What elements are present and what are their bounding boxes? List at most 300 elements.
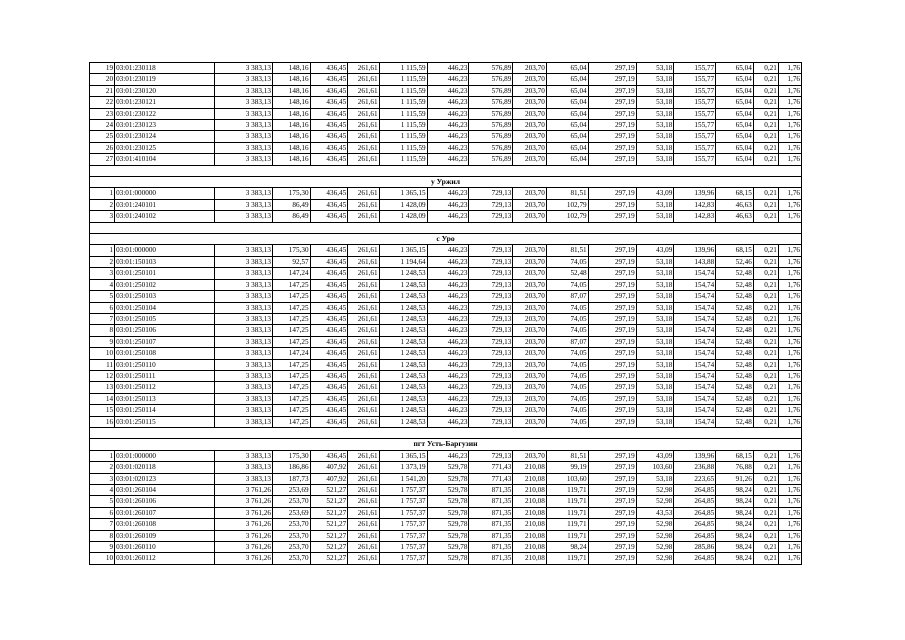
value-cell: 53,18 — [636, 108, 674, 119]
value-cell: 154,74 — [674, 348, 716, 359]
value-cell: 155,77 — [674, 142, 716, 153]
value-cell: 74,05 — [546, 393, 588, 404]
value-cell: 119,71 — [546, 496, 588, 507]
value-cell: 3 383,13 — [215, 359, 273, 370]
value-cell: 147,25 — [272, 313, 310, 324]
cadastral-code-cell: 03:01:260106 — [115, 496, 215, 507]
value-cell: 446,23 — [427, 416, 469, 427]
value-cell: 729,13 — [469, 450, 513, 461]
value-cell: 446,23 — [427, 63, 469, 74]
value-cell: 1 248,53 — [379, 348, 427, 359]
value-cell: 446,23 — [427, 245, 469, 256]
value-cell: 52,48 — [716, 393, 754, 404]
value-cell: 52,46 — [716, 256, 754, 267]
value-cell: 203,70 — [513, 85, 546, 96]
value-cell: 529,78 — [427, 519, 469, 530]
value-cell: 446,23 — [427, 336, 469, 347]
value-cell: 253,69 — [272, 507, 310, 518]
value-cell: 210,08 — [513, 542, 546, 553]
value-cell: 297,19 — [588, 188, 636, 199]
value-cell: 729,13 — [469, 245, 513, 256]
value-cell: 0,21 — [753, 507, 778, 518]
value-cell: 3 761,26 — [215, 496, 273, 507]
value-cell: 1 115,59 — [379, 120, 427, 131]
value-cell: 871,35 — [469, 553, 513, 564]
table-row — [90, 393, 802, 404]
value-cell: 148,16 — [272, 142, 310, 153]
value-cell: 436,45 — [310, 74, 348, 85]
table-row — [90, 519, 802, 530]
value-cell: 210,08 — [513, 507, 546, 518]
value-cell: 297,19 — [588, 405, 636, 416]
value-cell: 297,19 — [588, 313, 636, 324]
value-cell: 576,89 — [469, 63, 513, 74]
value-cell: 65,04 — [546, 108, 588, 119]
value-cell: 148,16 — [272, 108, 310, 119]
value-cell: 210,08 — [513, 484, 546, 495]
value-cell: 52,98 — [636, 496, 674, 507]
value-cell: 3 383,13 — [215, 473, 273, 484]
value-cell: 261,61 — [348, 542, 379, 553]
value-cell: 147,25 — [272, 405, 310, 416]
value-cell: 0,21 — [753, 291, 778, 302]
table-row — [90, 416, 802, 427]
value-cell: 1 248,53 — [379, 359, 427, 370]
value-cell: 436,45 — [310, 120, 348, 131]
value-cell: 147,24 — [272, 348, 310, 359]
value-cell: 297,19 — [588, 97, 636, 108]
value-cell: 436,45 — [310, 85, 348, 96]
value-cell: 521,27 — [310, 519, 348, 530]
cadastral-code-cell: 03:01:230123 — [115, 120, 215, 131]
value-cell: 264,85 — [674, 553, 716, 564]
value-cell: 203,70 — [513, 336, 546, 347]
cadastral-code-cell: 03:01:250102 — [115, 279, 215, 290]
row-number-cell: 24 — [90, 120, 115, 131]
value-cell: 87,07 — [546, 336, 588, 347]
row-number-cell: 1 — [90, 245, 115, 256]
value-cell: 446,23 — [427, 405, 469, 416]
value-cell: 65,04 — [716, 154, 754, 165]
value-cell: 147,25 — [272, 279, 310, 290]
row-number-cell: 10 — [90, 553, 115, 564]
row-number-cell: 23 — [90, 108, 115, 119]
table-row — [90, 131, 802, 142]
value-cell: 147,25 — [272, 393, 310, 404]
row-number-cell: 1 — [90, 188, 115, 199]
value-cell: 1,76 — [778, 131, 801, 142]
table-row — [90, 154, 802, 165]
value-cell: 0,21 — [753, 188, 778, 199]
value-cell: 1,76 — [778, 519, 801, 530]
value-cell: 65,04 — [716, 131, 754, 142]
value-cell: 53,18 — [636, 268, 674, 279]
value-cell: 53,18 — [636, 74, 674, 85]
value-cell: 297,19 — [588, 519, 636, 530]
value-cell: 3 383,13 — [215, 74, 273, 85]
value-cell: 261,61 — [348, 245, 379, 256]
value-cell: 3 383,13 — [215, 393, 273, 404]
value-cell: 99,19 — [546, 462, 588, 473]
value-cell: 3 383,13 — [215, 348, 273, 359]
value-cell: 297,19 — [588, 542, 636, 553]
value-cell: 52,48 — [716, 268, 754, 279]
value-cell: 147,25 — [272, 359, 310, 370]
value-cell: 297,19 — [588, 382, 636, 393]
value-cell: 52,48 — [716, 359, 754, 370]
value-cell: 871,35 — [469, 542, 513, 553]
value-cell: 210,08 — [513, 530, 546, 541]
value-cell: 446,23 — [427, 359, 469, 370]
value-cell: 0,21 — [753, 359, 778, 370]
value-cell: 74,05 — [546, 370, 588, 381]
value-cell: 203,70 — [513, 325, 546, 336]
cadastral-code-cell: 03:01:260104 — [115, 484, 215, 495]
value-cell: 203,70 — [513, 256, 546, 267]
value-cell: 1,76 — [778, 416, 801, 427]
value-cell: 261,61 — [348, 313, 379, 324]
value-cell: 1 115,59 — [379, 154, 427, 165]
value-cell: 203,70 — [513, 97, 546, 108]
value-cell: 576,89 — [469, 97, 513, 108]
value-cell: 436,45 — [310, 348, 348, 359]
value-cell: 210,08 — [513, 462, 546, 473]
row-number-cell: 7 — [90, 313, 115, 324]
value-cell: 729,13 — [469, 416, 513, 427]
tariff-table-body — [90, 63, 802, 565]
value-cell: 52,48 — [716, 279, 754, 290]
value-cell: 65,04 — [546, 154, 588, 165]
table-row — [90, 74, 802, 85]
value-cell: 1,76 — [778, 302, 801, 313]
value-cell: 203,70 — [513, 370, 546, 381]
value-cell: 261,61 — [348, 450, 379, 461]
value-cell: 148,16 — [272, 85, 310, 96]
row-number-cell: 10 — [90, 348, 115, 359]
value-cell: 154,74 — [674, 291, 716, 302]
section-title: пгт Усть-Баргузин — [90, 439, 802, 450]
value-cell: 1,76 — [778, 507, 801, 518]
value-cell: 297,19 — [588, 370, 636, 381]
value-cell: 53,18 — [636, 313, 674, 324]
value-cell: 147,25 — [272, 382, 310, 393]
row-number-cell: 14 — [90, 393, 115, 404]
value-cell: 253,70 — [272, 530, 310, 541]
value-cell: 729,13 — [469, 359, 513, 370]
value-cell: 155,77 — [674, 63, 716, 74]
value-cell: 65,04 — [546, 131, 588, 142]
value-cell: 261,61 — [348, 199, 379, 210]
value-cell: 261,61 — [348, 154, 379, 165]
value-cell: 0,21 — [753, 142, 778, 153]
table-row — [90, 325, 802, 336]
value-cell: 446,23 — [427, 108, 469, 119]
value-cell: 1 365,15 — [379, 188, 427, 199]
value-cell: 203,70 — [513, 359, 546, 370]
row-number-cell: 13 — [90, 382, 115, 393]
value-cell: 261,61 — [348, 530, 379, 541]
value-cell: 203,70 — [513, 291, 546, 302]
value-cell: 436,45 — [310, 359, 348, 370]
value-cell: 871,35 — [469, 530, 513, 541]
value-cell: 210,08 — [513, 519, 546, 530]
value-cell: 155,77 — [674, 154, 716, 165]
table-row — [90, 188, 802, 199]
value-cell: 1,76 — [778, 530, 801, 541]
value-cell: 297,19 — [588, 496, 636, 507]
value-cell: 147,25 — [272, 302, 310, 313]
value-cell: 529,78 — [427, 473, 469, 484]
value-cell: 154,74 — [674, 382, 716, 393]
value-cell: 210,08 — [513, 473, 546, 484]
row-number-cell: 15 — [90, 405, 115, 416]
value-cell: 0,21 — [753, 199, 778, 210]
value-cell: 1 248,53 — [379, 268, 427, 279]
value-cell: 1,76 — [778, 484, 801, 495]
value-cell: 1 373,19 — [379, 462, 427, 473]
value-cell: 871,35 — [469, 519, 513, 530]
row-number-cell: 19 — [90, 63, 115, 74]
cadastral-code-cell: 03:01:230122 — [115, 108, 215, 119]
value-cell: 43,09 — [636, 188, 674, 199]
spacer-cell — [90, 165, 802, 176]
value-cell: 98,24 — [716, 519, 754, 530]
table-row — [90, 268, 802, 279]
value-cell: 53,18 — [636, 473, 674, 484]
value-cell: 729,13 — [469, 325, 513, 336]
spacer-cell — [90, 427, 802, 438]
value-cell: 0,21 — [753, 370, 778, 381]
value-cell: 297,19 — [588, 256, 636, 267]
value-cell: 297,19 — [588, 302, 636, 313]
value-cell: 3 383,13 — [215, 279, 273, 290]
value-cell: 155,77 — [674, 97, 716, 108]
row-number-cell: 5 — [90, 496, 115, 507]
table-row — [90, 473, 802, 484]
value-cell: 81,51 — [546, 245, 588, 256]
value-cell: 1 757,37 — [379, 519, 427, 530]
value-cell: 102,79 — [546, 211, 588, 222]
value-cell: 0,21 — [753, 542, 778, 553]
value-cell: 1,76 — [778, 462, 801, 473]
value-cell: 155,77 — [674, 131, 716, 142]
value-cell: 297,19 — [588, 211, 636, 222]
value-cell: 261,61 — [348, 85, 379, 96]
value-cell: 53,18 — [636, 348, 674, 359]
row-number-cell: 11 — [90, 359, 115, 370]
value-cell: 446,23 — [427, 74, 469, 85]
value-cell: 3 383,13 — [215, 268, 273, 279]
cadastral-code-cell: 03:01:230120 — [115, 85, 215, 96]
value-cell: 65,04 — [716, 74, 754, 85]
value-cell: 223,65 — [674, 473, 716, 484]
value-cell: 1 248,53 — [379, 279, 427, 290]
value-cell: 3 761,26 — [215, 519, 273, 530]
value-cell: 1,76 — [778, 313, 801, 324]
value-cell: 53,18 — [636, 393, 674, 404]
value-cell: 297,19 — [588, 245, 636, 256]
value-cell: 1,76 — [778, 120, 801, 131]
value-cell: 147,25 — [272, 325, 310, 336]
row-number-cell: 2 — [90, 462, 115, 473]
value-cell: 147,25 — [272, 370, 310, 381]
value-cell: 65,04 — [546, 85, 588, 96]
value-cell: 521,27 — [310, 484, 348, 495]
value-cell: 53,18 — [636, 211, 674, 222]
value-cell: 203,70 — [513, 245, 546, 256]
value-cell: 52,48 — [716, 313, 754, 324]
value-cell: 297,19 — [588, 63, 636, 74]
value-cell: 98,24 — [716, 530, 754, 541]
row-number-cell: 9 — [90, 336, 115, 347]
value-cell: 261,61 — [348, 63, 379, 74]
value-cell: 297,19 — [588, 393, 636, 404]
table-row — [90, 553, 802, 564]
value-cell: 446,23 — [427, 302, 469, 313]
table-row — [90, 120, 802, 131]
value-cell: 203,70 — [513, 450, 546, 461]
value-cell: 52,48 — [716, 336, 754, 347]
value-cell: 53,18 — [636, 336, 674, 347]
value-cell: 436,45 — [310, 325, 348, 336]
value-cell: 147,24 — [272, 268, 310, 279]
value-cell: 65,04 — [716, 120, 754, 131]
value-cell: 203,70 — [513, 405, 546, 416]
value-cell: 43,53 — [636, 507, 674, 518]
value-cell: 46,63 — [716, 199, 754, 210]
value-cell: 154,74 — [674, 313, 716, 324]
value-cell: 65,04 — [546, 97, 588, 108]
value-cell: 53,18 — [636, 97, 674, 108]
value-cell: 261,61 — [348, 142, 379, 153]
value-cell: 253,70 — [272, 553, 310, 564]
value-cell: 1,76 — [778, 211, 801, 222]
table-row — [90, 85, 802, 96]
value-cell: 436,45 — [310, 199, 348, 210]
value-cell: 1 248,53 — [379, 405, 427, 416]
value-cell: 154,74 — [674, 268, 716, 279]
value-cell: 86,49 — [272, 199, 310, 210]
table-row — [90, 199, 802, 210]
cadastral-code-cell: 03:01:250112 — [115, 382, 215, 393]
value-cell: 285,86 — [674, 542, 716, 553]
cadastral-code-cell: 03:01:020118 — [115, 462, 215, 473]
value-cell: 1 757,37 — [379, 507, 427, 518]
value-cell: 446,23 — [427, 256, 469, 267]
value-cell: 1 757,37 — [379, 530, 427, 541]
value-cell: 871,35 — [469, 484, 513, 495]
value-cell: 446,23 — [427, 211, 469, 222]
value-cell: 1,76 — [778, 325, 801, 336]
value-cell: 261,61 — [348, 336, 379, 347]
cadastral-code-cell: 03:01:250101 — [115, 268, 215, 279]
value-cell: 0,21 — [753, 108, 778, 119]
table-row — [90, 302, 802, 313]
value-cell: 65,04 — [716, 108, 754, 119]
value-cell: 0,21 — [753, 519, 778, 530]
cadastral-code-cell: 03:01:000000 — [115, 450, 215, 461]
value-cell: 65,04 — [546, 142, 588, 153]
value-cell: 139,96 — [674, 245, 716, 256]
value-cell: 729,13 — [469, 211, 513, 222]
value-cell: 297,19 — [588, 359, 636, 370]
value-cell: 3 383,13 — [215, 462, 273, 473]
value-cell: 103,60 — [546, 473, 588, 484]
value-cell: 155,77 — [674, 74, 716, 85]
value-cell: 65,04 — [546, 63, 588, 74]
value-cell: 139,96 — [674, 188, 716, 199]
value-cell: 154,74 — [674, 359, 716, 370]
value-cell: 0,21 — [753, 416, 778, 427]
spacer-row — [90, 165, 802, 176]
value-cell: 0,21 — [753, 268, 778, 279]
value-cell: 74,05 — [546, 382, 588, 393]
value-cell: 52,48 — [546, 268, 588, 279]
value-cell: 3 383,13 — [215, 336, 273, 347]
value-cell: 1,76 — [778, 348, 801, 359]
value-cell: 53,18 — [636, 325, 674, 336]
row-number-cell: 4 — [90, 484, 115, 495]
value-cell: 261,61 — [348, 97, 379, 108]
value-cell: 529,78 — [427, 553, 469, 564]
value-cell: 261,61 — [348, 370, 379, 381]
row-number-cell: 20 — [90, 74, 115, 85]
value-cell: 446,23 — [427, 393, 469, 404]
value-cell: 1 194,64 — [379, 256, 427, 267]
value-cell: 1,76 — [778, 245, 801, 256]
value-cell: 148,16 — [272, 120, 310, 131]
value-cell: 52,48 — [716, 348, 754, 359]
value-cell: 1,76 — [778, 256, 801, 267]
value-cell: 446,23 — [427, 97, 469, 108]
value-cell: 1 115,59 — [379, 142, 427, 153]
cadastral-code-cell: 03:01:260109 — [115, 530, 215, 541]
table-row — [90, 211, 802, 222]
cadastral-code-cell: 03:01:250104 — [115, 302, 215, 313]
value-cell: 52,48 — [716, 416, 754, 427]
table-row — [90, 279, 802, 290]
cadastral-code-cell: 03:01:230118 — [115, 63, 215, 74]
value-cell: 261,61 — [348, 507, 379, 518]
value-cell: 1 248,53 — [379, 291, 427, 302]
value-cell: 74,05 — [546, 302, 588, 313]
value-cell: 436,45 — [310, 256, 348, 267]
value-cell: 98,24 — [716, 507, 754, 518]
value-cell: 175,30 — [272, 188, 310, 199]
value-cell: 261,61 — [348, 382, 379, 393]
value-cell: 74,05 — [546, 325, 588, 336]
value-cell: 729,13 — [469, 268, 513, 279]
value-cell: 264,85 — [674, 496, 716, 507]
value-cell: 142,83 — [674, 199, 716, 210]
row-number-cell: 4 — [90, 279, 115, 290]
value-cell: 65,04 — [546, 120, 588, 131]
value-cell: 1 248,53 — [379, 325, 427, 336]
row-number-cell: 16 — [90, 416, 115, 427]
value-cell: 3 383,13 — [215, 245, 273, 256]
value-cell: 203,70 — [513, 142, 546, 153]
value-cell: 155,77 — [674, 85, 716, 96]
value-cell: 436,45 — [310, 416, 348, 427]
value-cell: 436,45 — [310, 245, 348, 256]
value-cell: 98,24 — [716, 484, 754, 495]
value-cell: 119,71 — [546, 553, 588, 564]
value-cell: 1,76 — [778, 553, 801, 564]
value-cell: 203,70 — [513, 108, 546, 119]
value-cell: 1 428,09 — [379, 211, 427, 222]
value-cell: 203,70 — [513, 302, 546, 313]
value-cell: 203,70 — [513, 188, 546, 199]
